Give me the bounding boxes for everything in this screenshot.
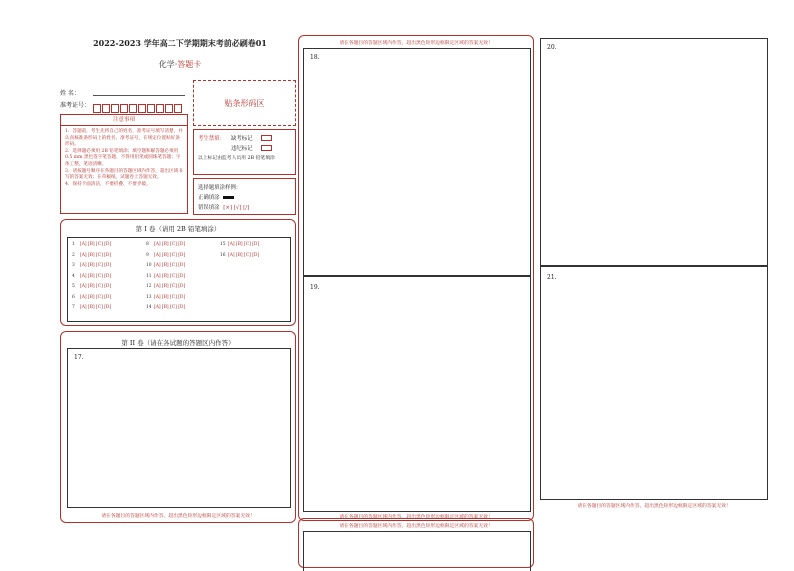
choice-question-number: 7: [72, 305, 75, 310]
choice-question-number: 9: [146, 252, 149, 258]
choice-options[interactable]: [A] [B] [C] [D]: [154, 273, 186, 279]
marks-title: 选择题填涂样例：: [198, 185, 242, 191]
warning-text: 请在各题目的答题区域内作答，超出黑色矩形边框限定区域的答案无效！: [339, 41, 493, 46]
answer-area-17[interactable]: [67, 348, 291, 508]
choice-question-number: 1: [72, 242, 75, 247]
question-21-number: 21.: [547, 274, 557, 281]
choice-options[interactable]: [A] [B] [C] [D]: [228, 242, 260, 247]
forbid-label: 考生禁填：: [198, 136, 225, 142]
question-19-number: 19.: [310, 284, 320, 291]
answer-area-21[interactable]: [540, 266, 768, 500]
question-20-number: 20.: [547, 44, 557, 51]
choice-options[interactable]: [A] [B] [C] [D]: [80, 284, 112, 289]
answer-area-18[interactable]: [303, 48, 531, 276]
warning-text: 请在各题目的答题区域内作答，超出黑色矩形边框限定区域的答案无效！: [577, 504, 731, 509]
id-digit-box[interactable]: [102, 104, 110, 113]
id-digit-box[interactable]: [93, 104, 101, 113]
choice-row[interactable]: [146, 284, 185, 289]
marks-wrong-row: [198, 203, 291, 211]
choice-row[interactable]: [220, 242, 259, 247]
choice-row[interactable]: [146, 263, 185, 268]
choice-question-number: 13: [146, 294, 152, 300]
choice-question-number: 2: [72, 252, 75, 258]
id-digit-box[interactable]: [138, 104, 146, 113]
notice-box: [60, 114, 188, 214]
id-digit-box[interactable]: [147, 104, 155, 113]
id-digit-box[interactable]: [156, 104, 164, 113]
marks-sample-box: [193, 178, 296, 215]
column2-box: [298, 35, 534, 521]
choice-row[interactable]: [220, 253, 259, 258]
choice-options[interactable]: [A] [B] [C] [D]: [80, 252, 112, 258]
warning-text: 请在各题目的答题区域内作答，超出黑色矩形边框限定区域的答案无效！: [101, 514, 255, 519]
correct-label: 正确填涂: [198, 195, 220, 201]
absent-label: 缺考标记: [230, 136, 253, 142]
choice-row[interactable]: [146, 295, 185, 300]
answer-area-19[interactable]: [303, 276, 531, 512]
id-boxes[interactable]: [93, 98, 187, 108]
choice-options[interactable]: [A] [B] [C] [D]: [154, 263, 186, 268]
choice-row[interactable]: [146, 242, 185, 247]
question-17-number: 17.: [74, 354, 84, 361]
choice-options[interactable]: [A] [B] [C] [D]: [80, 263, 112, 268]
page-subtitle: [60, 59, 300, 70]
wrong-label: 错误填涂: [198, 205, 220, 211]
choice-question-number: 12: [146, 284, 152, 289]
question-18-number: 18.: [310, 54, 320, 61]
answer-area-20[interactable]: [540, 38, 768, 266]
notice-item: 4．保持卡面清洁，不要折叠、不要弄破。: [65, 181, 151, 187]
notice-item: 3．请按题号顺序在各题目的答题区域内作答，超出区域书写的答案无效；在草稿纸、试题卷上答题无效。: [65, 168, 183, 181]
choice-question-number: 5: [72, 284, 75, 289]
choice-row[interactable]: [72, 253, 111, 258]
section2-box: [60, 331, 296, 523]
notice-item: 1．答题前，考生先将自己的姓名，准考证号填写清楚，并认真核准条形码上的姓名、准考证号，在规定位置贴好条形码。: [65, 129, 183, 148]
choice-question-number: 4: [72, 273, 75, 279]
choice-question-number: 11: [146, 273, 152, 279]
notice-item: 2．选择题必须用 2B 铅笔填涂；填空题和解答题必须用 0.5 mm 黑色签字笔答题，不得用铅笔或圆珠笔答题；字体工整、笔迹清晰。: [65, 148, 181, 167]
section1-box: [60, 219, 296, 326]
choice-question-number: 16: [220, 252, 226, 258]
violation-label: 违纪标记: [231, 146, 253, 152]
barcode-label: 贴条形码区: [224, 98, 265, 108]
choice-question-number: 3: [72, 263, 75, 268]
choice-options[interactable]: [A] [B] [C] [D]: [154, 252, 186, 258]
column2-next-box: [298, 518, 534, 568]
id-digit-box[interactable]: [129, 104, 137, 113]
wrong-samples: [×] [√] [/]: [223, 205, 250, 211]
notice-body: [61, 126, 187, 191]
choice-row[interactable]: [72, 242, 111, 247]
choice-row[interactable]: [72, 263, 111, 268]
id-digit-box[interactable]: [174, 104, 182, 113]
warning-text: 请在各题目的答题区域内作答，超出黑色矩形边框限定区域的答案无效！: [339, 524, 493, 529]
subtitle-prefix: 化学·: [158, 60, 178, 69]
page-title: 2022-2023 学年高二下学期期末考前必刷卷01: [93, 38, 267, 48]
barcode-area: [193, 80, 296, 126]
choice-options[interactable]: [A] [B] [C] [D]: [154, 242, 186, 247]
subtitle-accent: 答题卡: [177, 60, 202, 69]
choice-question-number: 10: [146, 263, 152, 268]
id-digit-box[interactable]: [120, 104, 128, 113]
id-label: 准考证号：: [60, 102, 91, 109]
choice-options[interactable]: [A] [B] [C] [D]: [80, 294, 112, 300]
marks-correct-row: [198, 193, 291, 201]
name-label: 姓 名：: [60, 90, 80, 97]
answer-area-continued[interactable]: [303, 531, 531, 571]
section2-title: 第 II 卷（请在各试题的答题区内作答）: [121, 339, 235, 347]
id-digit-box[interactable]: [111, 104, 119, 113]
choice-row[interactable]: [146, 305, 185, 310]
choice-options[interactable]: [A] [B] [C] [D]: [80, 305, 112, 310]
warning-text: 请在各题目的答题区域内作答，超出黑色矩形边框限定区域的答案无效！: [339, 515, 493, 520]
name-field[interactable]: [93, 95, 185, 96]
forbid-note: 以上标记由监考人员用 2B 铅笔填涂: [198, 156, 275, 161]
choice-options[interactable]: [A] [B] [C] [D]: [154, 294, 186, 300]
choice-options[interactable]: [A] [B] [C] [D]: [80, 273, 112, 279]
choice-grid: [67, 237, 291, 322]
choice-question-number: 14: [146, 305, 152, 310]
forbid-box: [193, 129, 296, 175]
choice-row[interactable]: [72, 305, 111, 310]
choice-row[interactable]: [72, 274, 111, 279]
choice-row[interactable]: [146, 253, 185, 258]
choice-question-number: 15: [220, 242, 226, 247]
choice-question-number: 6: [72, 294, 75, 300]
choice-options[interactable]: [A] [B] [C] [D]: [80, 242, 112, 247]
choice-question-number: 8: [146, 242, 149, 247]
forbid-row-violation: [198, 144, 291, 152]
forbid-row-absent: [198, 134, 291, 142]
choice-row[interactable]: [72, 284, 111, 289]
section1-title: 第 I 卷（请用 2B 铅笔填涂）: [135, 225, 221, 233]
notice-heading: 注意事项: [61, 115, 187, 126]
correct-mark: [223, 196, 234, 199]
choice-options[interactable]: [A] [B] [C] [D]: [154, 284, 186, 289]
absent-mark[interactable]: [261, 135, 272, 141]
choice-options[interactable]: [A] [B] [C] [D]: [154, 305, 186, 310]
choice-row[interactable]: [146, 274, 185, 279]
choice-row[interactable]: [72, 295, 111, 300]
violation-mark[interactable]: [261, 145, 272, 151]
id-digit-box[interactable]: [165, 104, 173, 113]
choice-options[interactable]: [A] [B] [C] [D]: [228, 252, 260, 258]
